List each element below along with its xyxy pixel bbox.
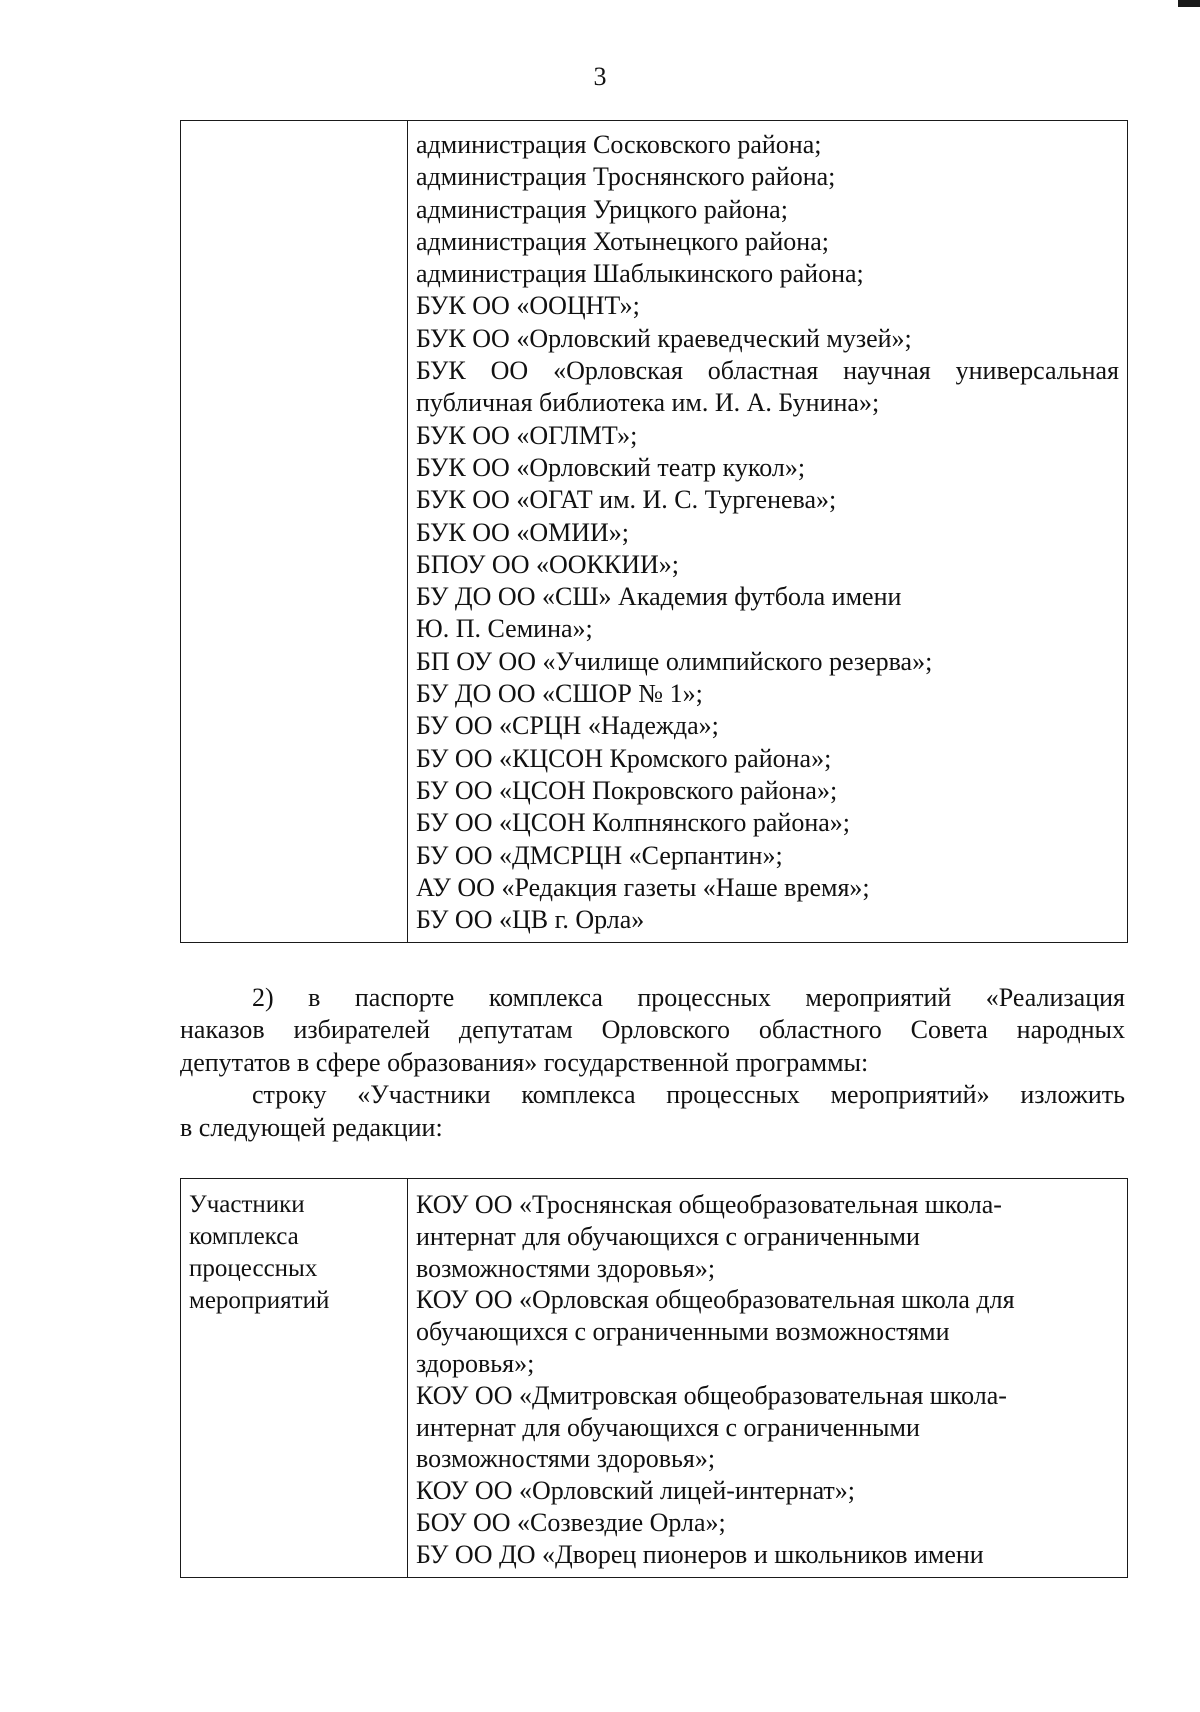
text-line: наказов избирателей депутатам Орловского областного Совета народных: [180, 1015, 1125, 1045]
text-line: БОУ ОО «Созвездие Орла»;: [416, 1507, 726, 1537]
text-line: БУ ДО ОО «СШОР № 1»;: [416, 679, 703, 709]
page-number: 3: [593, 62, 607, 91]
page-edge-mark: [1178, 0, 1200, 7]
text-line: БУК ОО «Орловская областная научная универсальная: [416, 356, 1119, 386]
text-line: БУК ОО «ОМИИ»;: [416, 517, 629, 547]
text-line: КОУ ОО «Орловская общеобразовательная школа для: [416, 1285, 1015, 1315]
text-line: администрация Троснянского района;: [416, 162, 836, 192]
table-cell-participants: [408, 1179, 1128, 1578]
cell-label-lines: [181, 121, 407, 137]
text-line: КОУ ОО «Орловский лицей-интернат»;: [416, 1476, 856, 1506]
text-line: БУ ОО «ЦСОН Покровского района»;: [416, 775, 838, 805]
text-line: возможностями здоровья»;: [416, 1253, 716, 1283]
text-line: БУК ОО «ОГАТ им. И. С. Тургенева»;: [416, 485, 837, 515]
text-line: БУК ОО «Орловский краеведческий музей»;: [416, 323, 912, 353]
text-line: возможностями здоровья»;: [416, 1444, 716, 1474]
text-line: БУ ОО «ЦСОН Колпнянского района»;: [416, 808, 851, 838]
text-line: администрация Хотынецкого района;: [416, 226, 829, 256]
text-line: АУ ОО «Редакция газеты «Наше время»;: [416, 872, 870, 902]
text-line: здоровья»;: [416, 1348, 535, 1378]
participants-table-new: [180, 1178, 1128, 1578]
text-line: БПОУ ОО «ООККИИ»;: [416, 549, 679, 579]
table-row: [181, 121, 1128, 943]
text-line: БУ ОО «СРЦН «Надежда»;: [416, 711, 719, 741]
text-line: БУК ОО «ООЦНТ»;: [416, 291, 640, 321]
text-line: мероприятий: [189, 1287, 330, 1314]
text-line: Ю. П. Семина»;: [416, 614, 593, 644]
text-line: БУК ОО «ОГЛМТ»;: [416, 420, 638, 450]
text-line: БУ ДО ОО «СШ» Академия футбола имени: [416, 582, 902, 612]
text-line: интернат для обучающихся с ограниченными: [416, 1221, 920, 1251]
text-line: интернат для обучающихся с ограниченными: [416, 1412, 920, 1442]
table-cell-label: [181, 121, 408, 943]
text-line: БП ОУ ОО «Училище олимпийского резерва»;: [416, 646, 933, 676]
text-line: БУ ОО «ДМСРЦН «Серпантин»;: [416, 840, 783, 870]
table-cell-participants: [408, 121, 1128, 943]
text-line: администрация Шаблыкинского района;: [416, 259, 864, 289]
amendment-paragraph: [180, 982, 1125, 1144]
text-line: БУК ОО «Орловский театр кукол»;: [416, 452, 806, 482]
text-line: обучающихся с ограниченными возможностями: [416, 1317, 950, 1347]
text-line: КОУ ОО «Троснянская общеобразовательная школа-: [416, 1190, 1002, 1219]
text-line: БУ ОО ДО «Дворец пионеров и школьников имени: [416, 1539, 984, 1569]
table-cell-label: [181, 1179, 408, 1578]
table-row: [181, 1179, 1128, 1578]
text-line: администрация Урицкого района;: [416, 194, 788, 224]
text-line: в следующей редакции:: [180, 1112, 443, 1142]
text-line: комплекса: [189, 1223, 299, 1250]
text-line: БУ ОО «ЦВ г. Орла»: [416, 905, 645, 935]
text-line: публичная библиотека им. И. А. Бунина»;: [416, 388, 880, 418]
text-line: 2) в паспорте комплекса процессных мероприятий «Реализация: [252, 983, 1125, 1012]
text-line: Участники: [189, 1191, 305, 1218]
text-line: строку «Участники комплекса процессных мероприятий» изложить: [252, 1080, 1125, 1110]
text-line: КОУ ОО «Дмитровская общеобразовательная школа-: [416, 1380, 1007, 1410]
participants-list: [408, 1179, 1127, 1577]
text-line: администрация Сосковского района;: [416, 130, 822, 159]
text-line: процессных: [189, 1255, 318, 1282]
participants-list: [408, 121, 1127, 942]
text-line: депутатов в сфере образования» государственной программы:: [180, 1047, 869, 1077]
text-line: БУ ОО «КЦСОН Кромского района»;: [416, 743, 832, 773]
cell-label-lines: [181, 1179, 407, 1323]
participants-table-continued: [180, 120, 1128, 943]
